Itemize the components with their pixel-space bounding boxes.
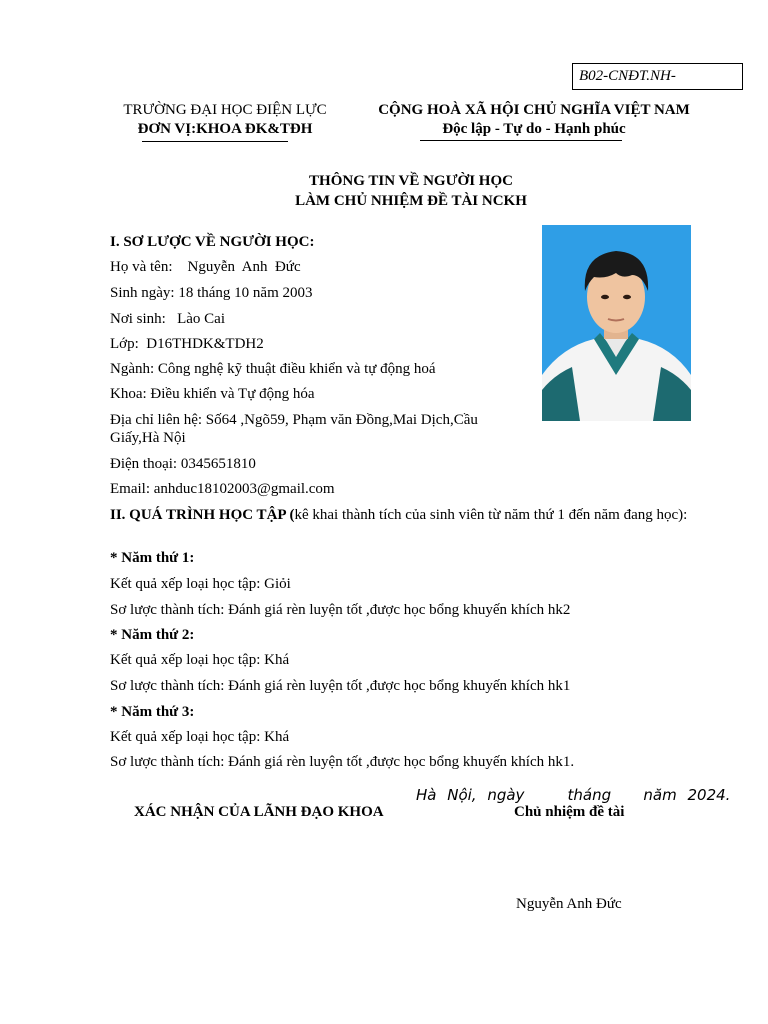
- field-phone: Điện thoại: 0345651810: [110, 456, 256, 472]
- header-left-underline: [142, 141, 288, 142]
- field-name: Họ và tên: Nguyễn Anh Đức: [110, 259, 301, 275]
- field-address-line-1: Địa chỉ liên hệ: Số64 ,Ngõ59, Phạm văn Đồng,Mai Dịch,Cầu: [110, 412, 478, 428]
- country-name: CỘNG HOÀ XÃ HỘI CHỦ NGHĨA VIỆT NAM: [378, 102, 690, 118]
- motto: Độc lập - Tự do - Hạnh phúc: [442, 121, 626, 137]
- field-major: Ngành: Công nghệ kỹ thuật điều khiển và tự động hoá: [110, 361, 436, 377]
- section1-heading: I. SƠ LƯỢC VỀ NGƯỜI HỌC:: [110, 234, 315, 250]
- year-2-label: * Năm thứ 2:: [110, 627, 195, 643]
- form-code: B02-CNĐT.NH-: [579, 68, 676, 84]
- year-1-label: * Năm thứ 1:: [110, 550, 195, 566]
- signer-name: Nguyễn Anh Đức: [516, 896, 622, 912]
- year-1-achievement: Sơ lược thành tích: Đánh giá rèn luyện tốt ,được học bổng khuyến khích hk2: [110, 602, 571, 618]
- title-line-1: THÔNG TIN VỀ NGƯỜI HỌC: [309, 173, 513, 189]
- unit-name: ĐƠN VỊ:KHOA ĐK&TĐH: [137, 121, 313, 137]
- form-code-box: [572, 63, 743, 90]
- header-right: [362, 101, 706, 139]
- field-address-line-2: Giấy,Hà Nội: [110, 430, 186, 446]
- year-1-result: Kết quả xếp loại học tập: Giỏi: [110, 576, 291, 592]
- field-faculty: Khoa: Điều khiển và Tự động hóa: [110, 386, 315, 402]
- section2-heading-block: [110, 506, 713, 525]
- year-3-result: Kết quả xếp loại học tập: Khá: [110, 729, 290, 745]
- year-3-label: * Năm thứ 3:: [110, 704, 195, 720]
- header-right-underline: [420, 140, 622, 141]
- year-2-result: Kết quả xếp loại học tập: Khá: [110, 652, 290, 668]
- sign-date-line: Hà Nội, ngày tháng năm 2024.: [416, 786, 731, 804]
- document-title: [100, 171, 722, 211]
- field-class: Lớp: D16THDK&TDH2: [110, 336, 264, 352]
- field-birthplace: Nơi sinh: Lào Cai: [110, 311, 226, 327]
- section2-heading: II. QUÁ TRÌNH HỌC TẬP (: [110, 507, 295, 523]
- faculty-confirmation-label: XÁC NHẬN CỦA LÃNH ĐẠO KHOA: [134, 804, 384, 820]
- field-birth: Sinh ngày: 18 tháng 10 năm 2003: [110, 285, 313, 301]
- section2-heading-note: kê khai thành tích của sinh viên từ năm thứ 1 đến năm đang học):: [294, 507, 688, 523]
- school-name: TRƯỜNG ĐẠI HỌC ĐIỆN LỰC: [123, 102, 327, 118]
- year-2-achievement: Sơ lược thành tích: Đánh giá rèn luyện tốt ,được học bổng khuyến khích hk1: [110, 678, 571, 694]
- year-3-achievement: Sơ lược thành tích: Đánh giá rèn luyện tốt ,được học bổng khuyến khích hk1.: [110, 754, 575, 770]
- header-left: [100, 101, 350, 139]
- title-line-2: LÀM CHỦ NHIỆM ĐỀ TÀI NCKH: [295, 193, 527, 209]
- project-chair-label: Chủ nhiệm đề tài: [514, 804, 625, 820]
- field-email: Email: anhduc18102003@gmail.com: [110, 481, 335, 497]
